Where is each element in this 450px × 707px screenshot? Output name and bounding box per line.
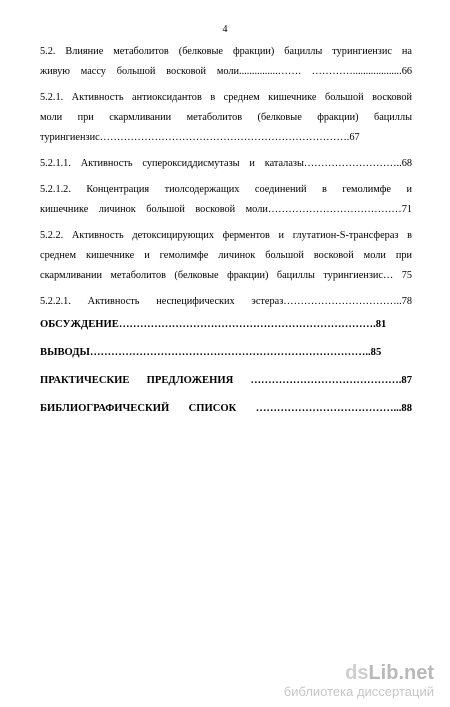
page-number: 4 [222, 24, 228, 35]
watermark-tagline: библиотека диссертаций [283, 684, 434, 699]
watermark [284, 662, 434, 700]
toc-line: 5.2.1. Активность антиоксидантов в среднем кишечнике большой восковой [40, 92, 412, 103]
toc-line: турингиензис……………………………………………………………….67 [40, 132, 360, 143]
toc-line: 5.2.2.1. Активность неспецифических эстераз……………………………..78 [40, 296, 412, 307]
toc-heading-entry [40, 315, 412, 335]
toc-entry [40, 180, 412, 220]
toc-line: 5.2.1.2. Концентрация тиолсодержащих соединений в гемолимфе и [40, 184, 412, 195]
toc-line: 5.2.2. Активность детоксицирующих ферментов и глутатион-S-трансфераз в [40, 230, 412, 241]
toc-entry [40, 88, 412, 148]
watermark-logo-rest: Lib.net [368, 662, 434, 684]
toc-line: БИБЛИОГРАФИЧЕСКИЙ СПИСОК …………………………………...88 [40, 403, 412, 414]
toc-line: 5.2.1.1. Активность супероксиддисмутазы и каталазы………………………..68 [40, 158, 412, 169]
toc-line: моли при скармливании метаболитов (белковые фракции) бациллы [40, 112, 412, 123]
toc-line: среднем кишечнике и гемолимфе личинок большой восковой моли при [40, 250, 412, 261]
toc-line: ОБСУЖДЕНИЕ……………………………………………………………….81 [40, 319, 387, 330]
toc-heading-entry [40, 371, 412, 391]
toc-line: ПРАКТИЧЕСКИЕ ПРЕДЛОЖЕНИЯ …………………………………….87 [40, 375, 412, 386]
toc-entry [40, 292, 412, 312]
toc-entry [40, 42, 412, 82]
table-of-contents [40, 42, 412, 419]
toc-entry [40, 154, 412, 174]
watermark-logo-ds: ds [345, 662, 369, 684]
toc-line: ВЫВОДЫ……………………………………………………………………..85 [40, 347, 382, 358]
toc-line: скармливании метаболитов (белковые фракции) бациллы турингиензис… 75 [40, 270, 412, 281]
toc-line: кишечнике личинок большой восковой моли…………………………………71 [40, 204, 412, 215]
toc-heading-entry [40, 399, 412, 419]
watermark-logo [284, 662, 434, 684]
toc-entry [40, 226, 412, 286]
toc-line: живую массу большой восковой моли...............……. …………...................66 [40, 66, 412, 77]
toc-line: 5.2. Влияние метаболитов (белковые фракции) бациллы турингиензис на [40, 46, 412, 57]
toc-heading-entry [40, 343, 412, 363]
